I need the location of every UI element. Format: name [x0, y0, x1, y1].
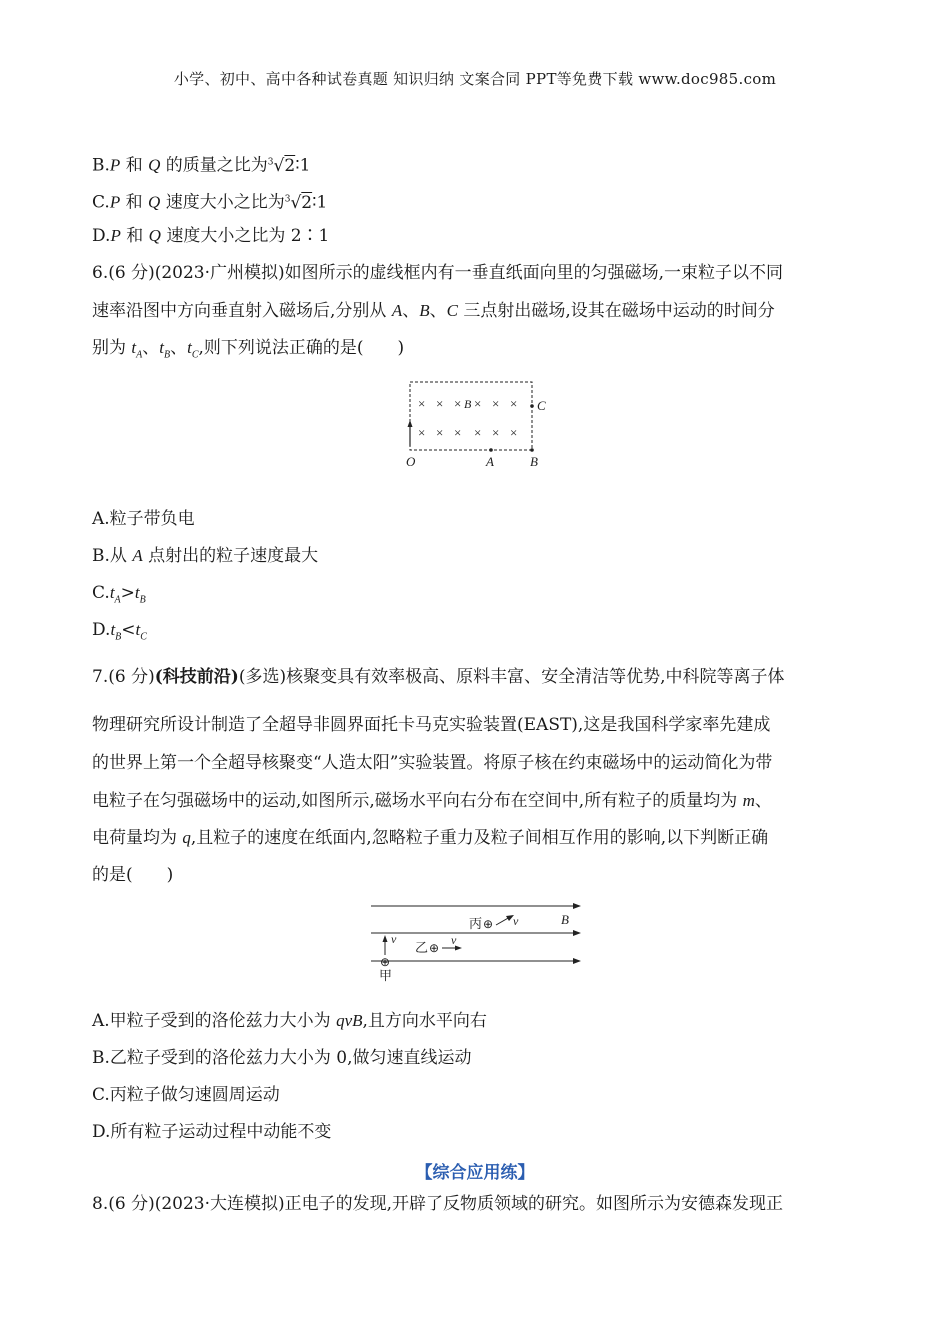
field-cross: ×	[510, 425, 518, 440]
q5-option-b: B.P 和 Q 的质量之比为$^3$√2∶1	[92, 155, 311, 176]
q7-option-b: B.乙粒子受到的洛伦兹力大小为 0,做匀速直线运动	[92, 1048, 472, 1068]
point-label-o: O	[406, 454, 416, 469]
q6-stem-line2: 速率沿图中方向垂直射入磁场后,分别从 A、B、C 三点射出磁场,设其在磁场中运动的时间分	[92, 301, 775, 321]
field-cross: ×	[492, 396, 500, 411]
q7-particle-field-figure	[365, 895, 590, 987]
velocity-arrowhead	[408, 420, 413, 427]
particle-bing-label: 丙	[469, 916, 483, 931]
velocity-label-yi: v	[451, 933, 457, 947]
q5-option-c: C.P 和 Q 速度大小之比为$^3$√2∶1	[92, 192, 328, 213]
field-line-arrowhead	[573, 958, 581, 964]
section-title: 【综合应用练】	[415, 1163, 535, 1183]
q7-option-c: C.丙粒子做匀速圆周运动	[92, 1085, 280, 1105]
point-label-a: A	[486, 454, 494, 469]
particle-bing: ⊕	[483, 917, 494, 931]
q6-option-c: $C.t_A>t_B$	[92, 583, 146, 606]
velocity-label-bing: v	[513, 914, 519, 928]
cube-root: $^3$√2	[267, 155, 296, 176]
q7-option-d: D.所有粒子运动过程中动能不变	[92, 1122, 332, 1142]
point-label-b: B	[530, 454, 538, 469]
field-cross: ×	[454, 425, 462, 440]
field-cross: ×	[474, 396, 482, 411]
q5-option-d: D.P 和 Q 速度大小之比为 2∶1	[92, 226, 330, 246]
particle-yi: ⊕	[429, 941, 440, 955]
field-cross: ×	[436, 425, 444, 440]
q6-option-d: $D.t_B<t_C$	[92, 620, 147, 643]
particle-jia: ⊕	[380, 955, 391, 969]
field-cross: ×	[418, 396, 426, 411]
velocity-label-jia: v	[391, 932, 397, 946]
q6-option-a: A.粒子带负电	[92, 509, 195, 529]
q7-stem-line4: 电粒子在匀强磁场中的运动,如图所示,磁场水平向右分布在空间中,所有粒子的质量均为 m、	[92, 791, 772, 811]
particle-jia-label: 甲	[379, 968, 393, 983]
page-header: 小学、初中、高中各种试卷真题 知识归纳 文案合同 PPT等免费下载 www.doc985.com	[173, 70, 777, 88]
q7-stem-line6: 的是( )	[92, 865, 174, 885]
field-label-b: B	[561, 912, 569, 927]
q7-stem-line2: 物理研究所设计制造了全超导非圆界面托卡马克实验装置(EAST),这是我国科学家率先建成	[92, 715, 771, 735]
q6-magnetic-field-figure	[400, 374, 560, 472]
point-label-b-top: B	[464, 397, 472, 411]
field-cross: ×	[454, 396, 462, 411]
field-cross: ×	[418, 425, 426, 440]
q7-stem-line5: 电荷量均为 q,且粒子的速度在纸面内,忽略粒子重力及粒子间相互作用的影响,以下判断正确	[92, 828, 769, 848]
point-label-c: C	[537, 398, 546, 413]
field-cross: ×	[492, 425, 500, 440]
velocity-arrowhead-jia	[383, 935, 388, 942]
point-b-dot	[530, 448, 534, 452]
particle-yi-label: 乙	[415, 940, 429, 955]
point-c-dot	[530, 404, 534, 408]
field-line-arrowhead	[573, 930, 581, 936]
q6-stem-line1: 6.(6 分)(2023·广州模拟)如图所示的虚线框内有一垂直纸面向里的匀强磁场,一束粒子以不同	[92, 263, 784, 283]
q6-stem-line3: 别为 $t_A$、$t_B$、$t_C$,则下列说法正确的是( )	[92, 338, 405, 361]
field-line-arrowhead	[573, 903, 581, 909]
field-cross: ×	[474, 425, 482, 440]
q7-option-a: A.甲粒子受到的洛伦兹力大小为 qvB,且方向水平向右	[92, 1011, 487, 1031]
field-cross: ×	[436, 396, 444, 411]
q8-stem-line1: 8.(6 分)(2023·大连模拟)正电子的发现,开辟了反物质领域的研究。如图所示为安德森发现正	[92, 1194, 784, 1214]
q6-option-b: B.从 A 点射出的粒子速度最大	[92, 546, 319, 566]
field-cross: ×	[510, 396, 518, 411]
point-a-dot	[489, 448, 493, 452]
q7-stem-line3: 的世界上第一个全超导核聚变“人造太阳”实验装置。将原子核在约束磁场中的运动简化为带	[92, 753, 773, 773]
q7-stem-line1: 7.(6 分)(科技前沿)(多选)核聚变具有效率极高、原料丰富、安全清洁等优势,中科院等离子体	[92, 667, 785, 687]
cube-root: $^3$√2	[284, 192, 313, 213]
